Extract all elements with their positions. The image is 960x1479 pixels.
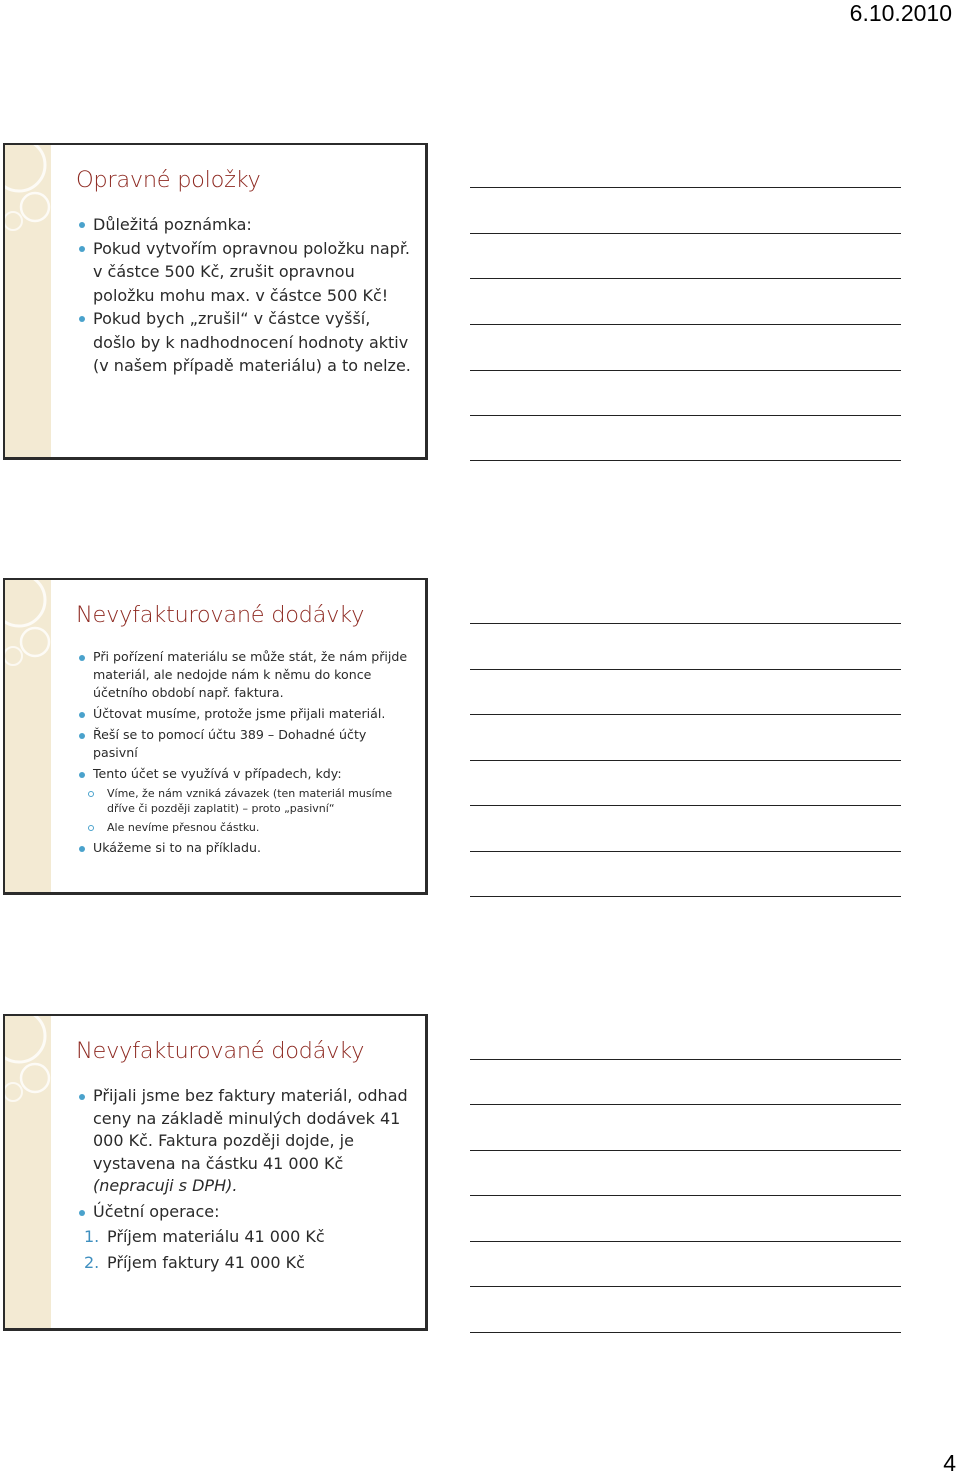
note-line [470, 669, 901, 670]
page-number: 4 [943, 1450, 956, 1476]
note-line [470, 324, 901, 325]
slide-decoration [5, 580, 51, 892]
slide-opravne-polozky [3, 143, 428, 460]
note-line [470, 1195, 901, 1196]
note-line [470, 1332, 901, 1333]
note-line [470, 1241, 901, 1242]
bullet-list [79, 648, 411, 860]
list-item: Ukážeme si to na příkladu. [79, 839, 411, 857]
slide-nevyfakturovane-dodavky-1 [3, 578, 428, 895]
notes-lines [470, 578, 901, 895]
note-line [470, 805, 901, 806]
list-item [79, 1085, 411, 1198]
circle-pattern-icon [5, 580, 51, 895]
notes-lines [470, 1014, 901, 1331]
list-item-text: Příjem materiálu 41 000 Kč [107, 1227, 325, 1246]
note-line [470, 1286, 901, 1287]
note-line [470, 460, 901, 461]
circle-pattern-icon [5, 145, 51, 460]
list-item: Pokud vytvořím opravnou položku např. v částce 500 Kč, zrušit opravnou položku mohu max. v částce 500 Kč! [79, 237, 411, 308]
list-number: 2. [84, 1252, 100, 1272]
note-line [470, 714, 901, 715]
slide-nevyfakturovane-dodavky-2 [3, 1014, 428, 1331]
slide-decoration [5, 1016, 51, 1328]
slide-title: Nevyfakturované dodávky [76, 602, 365, 628]
sub-list-item: Víme, že nám vzniká závazek (ten materiál musíme dříve či později zaplatit) – proto „pasivní“ [79, 786, 411, 816]
list-item: Pokud bych „zrušil“ v částce vyšší, došlo by k nadhodnocení hodnoty aktiv (v našem případě materiálu) a to nelze. [79, 307, 411, 378]
notes-lines [470, 143, 901, 460]
list-item: Důležitá poznámka: [79, 213, 411, 237]
note-line [470, 623, 901, 624]
list-item: Řeší se to pomocí účtu 389 – Dohadné účty pasivní [79, 726, 411, 762]
list-number: 1. [84, 1227, 100, 1246]
bullet-list [79, 1085, 411, 1277]
note-line [470, 233, 901, 234]
circle-pattern-icon [5, 1016, 51, 1331]
note-line [470, 896, 901, 897]
page-date: 6.10.2010 [849, 0, 952, 26]
list-item: Při pořízení materiálu se může stát, že nám přijde materiál, ale nedojde nám k němu do konce účetního období např. faktura. [79, 648, 411, 702]
slide-title: Nevyfakturované dodávky [76, 1038, 365, 1064]
list-item-text: Příjem faktury 41 000 Kč [107, 1252, 305, 1272]
sub-list-item: Ale nevíme přesnou částku. [79, 820, 411, 835]
note-line [470, 370, 901, 371]
list-item: Účtovat musíme, protože jsme přijali materiál. [79, 705, 411, 723]
note-line [470, 1150, 901, 1151]
slide-decoration [5, 145, 51, 457]
note-line [470, 1104, 901, 1105]
note-line [470, 187, 901, 188]
list-item-text: Přijali jsme bez faktury materiál, odhad ceny na základě minulých dodávek 41 000 Kč. Faktura později dojde, je vystavena na částku 41 000 Kč [93, 1086, 408, 1173]
numbered-list-item [79, 1252, 411, 1275]
numbered-list-item [79, 1226, 411, 1249]
list-item-note: (nepracuji s DPH). [93, 1176, 238, 1195]
note-line [470, 760, 901, 761]
note-line [470, 851, 901, 852]
bullet-list [79, 213, 411, 378]
note-line [470, 1059, 901, 1060]
list-item: Účetní operace: [79, 1201, 411, 1224]
note-line [470, 415, 901, 416]
list-item: Tento účet se využívá v případech, kdy: [79, 765, 411, 783]
slide-title: Opravné položky [76, 167, 261, 193]
note-line [470, 278, 901, 279]
